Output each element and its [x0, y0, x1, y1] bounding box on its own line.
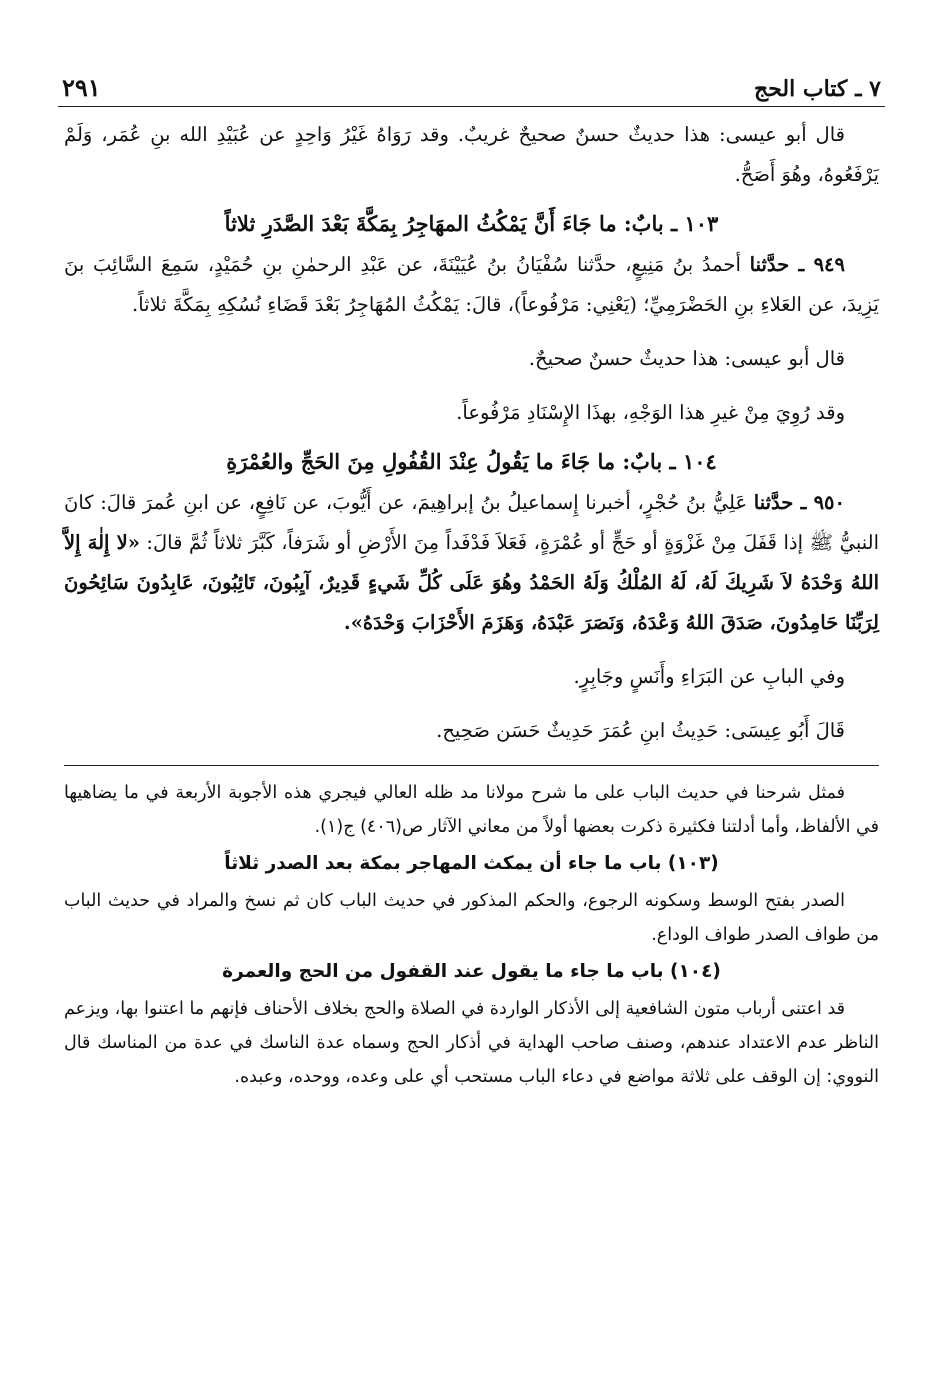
grading-paragraph: قَالَ أَبُو عِيسَى: حَدِيثُ ابنِ عُمَرَ حَدِيثٌ حَسَن صَحِيح.: [436, 719, 845, 742]
footnote-divider: [64, 765, 879, 766]
related-narrations: وفي البابِ عن البَرَاءِ وأَنَسٍ وجَابِرٍ.: [573, 665, 845, 688]
hadith-text: عَلِيُّ بنُ حُجْرٍ، أخبرنا إِسماعيلُ بنُ إبراهِيمَ، عن أَيُّوبَ، عن نَافِعٍ، عن ابنِ عُمرَ قالَ: كانَ النبيُّ ﷺ إذا قَفَلَ مِنْ غَزْوَةٍ أو حَجٍّ أو عُمْرَةٍ، فَعَلاَ فَدْفَداً مِنَ الأَرْضِ أو شَرَفاً، كَبَّرَ ثلاثاً ثُمَّ قالَ:: [64, 491, 879, 554]
note-heading-104: (١٠٤) باب ما جاء ما يقول عند القفول من الحج والعمرة: [222, 961, 721, 982]
commentary-paragraph: قال أبو عيسى: هذا حديثٌ حسنٌ صحيحٌ غريبٌ. وقد رَوَاهُ غَيْرُ وَاحِدٍ عن عُبَيْدِ الله بنِ عُمَر، وَلَمْ يَرْفَعُوهُ، وهُوَ أَصَحُّ.: [64, 123, 879, 186]
chapter-heading-103: ١٠٣ ـ بابٌ: ما جَاءَ أَنَّ يَمْكُثُ المهَاجِرُ بِمَكَّةَ بَعْدَ الصَّدَرِ ثلاثاً: [224, 211, 719, 236]
hadith-950: [64, 483, 879, 643]
note-paragraph: فمثل شرحنا في حديث الباب على ما شرح مولانا مد ظله العالي فيجري هذه الأجوبة الأربعة في ما يضاهيها في الألفاظ، وأما أدلتنا فكثيرة ذكرت بعضها أولاً من معاني الآثار ص(٤٠٦) ج(١).: [64, 783, 879, 837]
chapter-title: ٧ ـ كتاب الحج: [754, 76, 881, 102]
grading-paragraph: قال أبو عيسى: هذا حديثٌ حسنٌ صحيحٌ.: [528, 347, 845, 370]
narration-note: وقد رُوِيَ مِنْ غيرِ هذا الوَجْهِ، بهذَا الإِسْنَادِ مَرْفُوعاً.: [456, 401, 845, 424]
hadith-949: [64, 245, 879, 325]
main-text: [64, 115, 879, 751]
note-heading-103: (١٠٣) باب ما جاء أن يمكث المهاجر بمكة بعد الصدر ثلاثاً: [224, 853, 719, 874]
hadith-supplication: «لا إِلٰهَ إِلاَّ اللهُ وَحْدَهُ لاَ شَرِيكَ لَهُ، لَهُ المُلْكُ وَلَهُ الحَمْدُ وهُوَ عَلَى كُلِّ شَيءٍ قَدِيرٌ، آيِبُونَ، تَائِبُونَ، عَابِدُونَ سَائِحُونَ لِرَبِّنَا حَامِدُونَ، صَدَقَ اللهُ وَعْدَهُ، وَنَصَرَ عَبْدَهُ، وَهَزَمَ الأَحْزَابَ وَحْدَهُ».: [64, 531, 879, 634]
note-paragraph: قد اعتنى أرباب متون الشافعية إلى الأذكار الواردة في الصلاة والحج بخلاف الأحناف فإنهم ما اعتنوا بها، ويزعم الناظر عدم الاعتداد عندهم، وصنف صاحب الهداية في أذكار الحج وسماه عدة الناسك في عدة من المناسك قال النووي: إن الوقف على ثلاثة مواضع في دعاء الباب مستحب أي على وعده، ووحده، وعبده.: [64, 999, 879, 1087]
page-header: [58, 58, 885, 107]
hadith-number: ٩٥٠ ـ حدَّثنا: [753, 491, 845, 514]
note-paragraph: الصدر بفتح الوسط وسكونه الرجوع، والحكم المذكور في حديث الباب كان ثم نسخ والمراد في حديث الباب من طواف الصدر طواف الوداع.: [64, 891, 879, 945]
hadith-text: أحمدُ بنُ مَنِيعٍ، حدَّثنا سُفْيَانُ بنُ عُيَيْنَةَ، عن عَبْدِ الرحمٰنِ بنِ حُمَيْدٍ، سَمِعَ السَّائِبَ بنَ يَزِيدَ، عن العَلاءِ بنِ الحَضْرَمِيِّ؛ (يَعْنِي: مَرْفُوعاً)، قالَ: يَمْكُثُ المُهَاجِرُ بَعْدَ قَضَاءِ نُسُكِهِ بِمَكَّةَ ثلاثاً.: [64, 253, 879, 316]
page-number: ٢٩١: [62, 73, 101, 102]
footnotes: [64, 776, 879, 1094]
hadith-number: ٩٤٩ ـ حدَّثنا: [749, 253, 845, 276]
chapter-heading-104: ١٠٤ ـ بابٌ: ما جَاءَ ما يَقُولُ عِنْدَ القُفُولِ مِنَ الحَجِّ والعُمْرَةِ: [226, 449, 717, 474]
